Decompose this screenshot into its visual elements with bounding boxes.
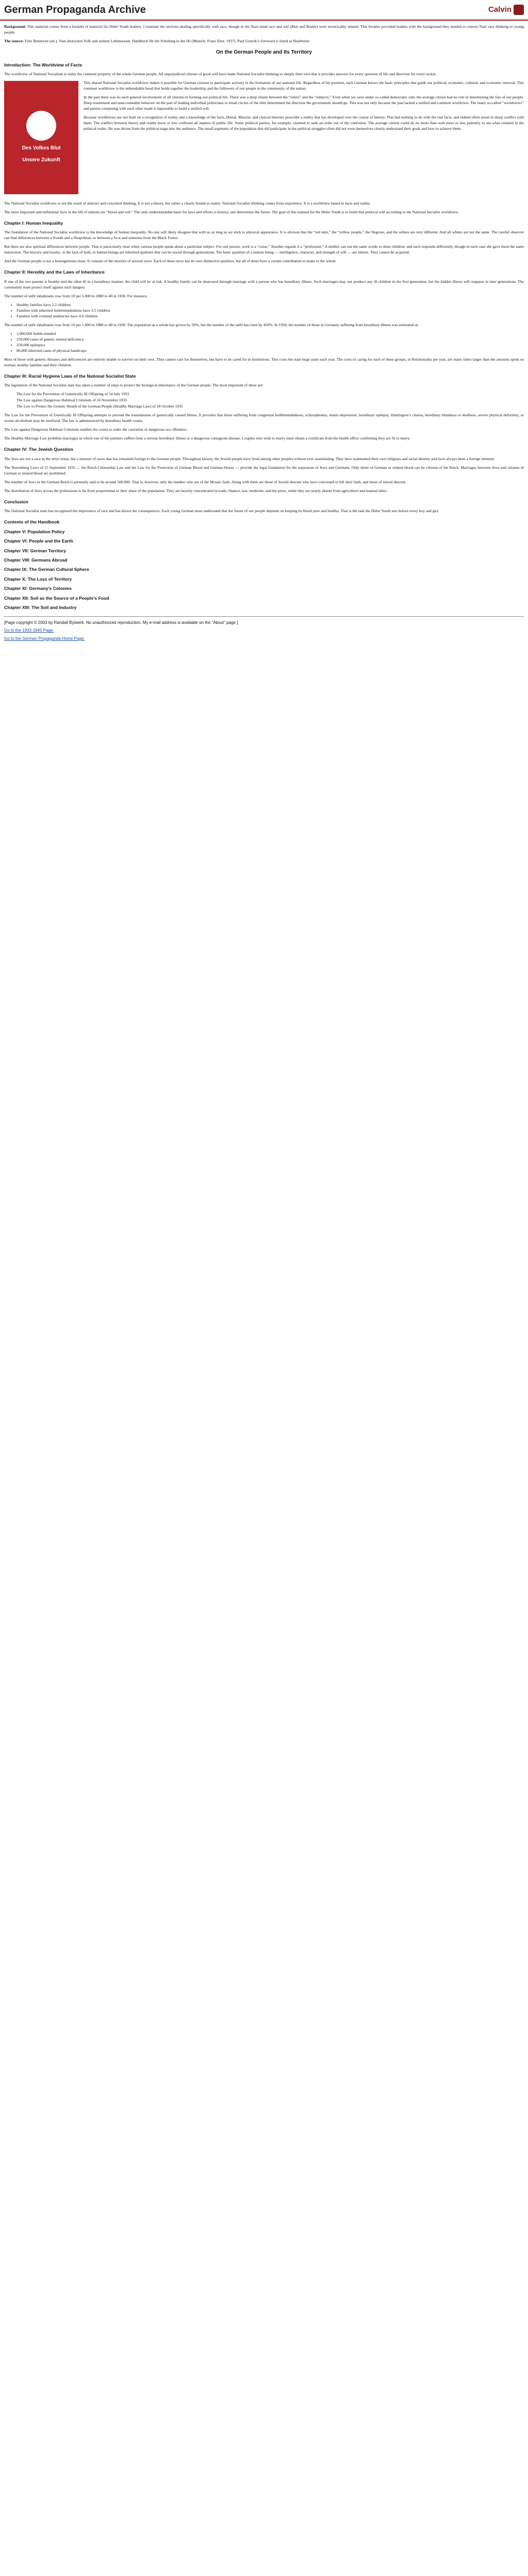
section-heading: Chapter IV: The Jewish Question	[4, 447, 73, 452]
page-header	[0, 0, 528, 21]
list-item: • 80,000 inherited cases of physical handicaps	[16, 348, 524, 353]
paragraph: The most important and influential facts in the life of nations are “blood and soil.” The only understandable basis for laws and efforts is history, one determines the future. The goal of this manual for the Hitler Youth is to build that political will according to the National Socialist worldview.	[4, 209, 459, 214]
list-item: The Law for the Prevention of Genetically Ill Offspring of 14 July 1933	[16, 392, 129, 397]
paragraph: If one of the two parents is healthy and the other ill in a hereditary manner, the child will be at risk. A healthy family can be destroyed through marriage with a person who has hereditary illness. Such marriages may not produce any ill children in the first generation, but the hidden illness will reappear in later generations. The community must protect itself against such dangers.	[4, 279, 524, 290]
chapter-item: Chapter X: The Loss of Territory	[4, 576, 72, 582]
paragraph: The number of Jews in the German Reich is presently said to be around 500,000. That is, however, only the number who are of the Mosaic faith. Along with them are those of Jewish descent who have converted or left their faith, and those of mixed descent.	[4, 479, 407, 484]
paragraph: The number of unfit inhabitants rose from 10 per 1,000 in 1880 to 40 in 1930. The population as a whole has grown by 50%, but the number of the unfit has risen by 450%. In 1930, the number of those in Germany suffering from hereditary illness was estimated at:	[4, 322, 419, 327]
calvin-emblem-icon	[514, 5, 524, 15]
statistics-list	[16, 302, 524, 319]
paragraph: The Law for the Prevention of Genetically Ill Offspring attempts to prevent the transmission of genetically caused illness. It provides that those suffering from congenital feeblemindedness, schizophrenia, manic-depression, hereditary epilepsy, Huntington’s chorea, hereditary blindness or deafness, severe physical deformity, or severe alcoholism may be sterilized. The law is administered by hereditary health courts.	[4, 413, 524, 423]
calvin-logo[interactable]	[488, 4, 524, 15]
list-item: The Law to Protect the Genetic Health of the German People (Healthy Marriage Law) of 18 October 1935	[16, 404, 183, 409]
source-text: Fritz Bennecke (ed.), Vom deutschen Volk und seinem Lebensraum. Handbuch für die Schulung in der HJ (Munich: Franz Eher, 1937). Paul Gratzik’s foreword is listed as Bearbeiter.	[24, 39, 310, 43]
chapter-item: Chapter VI: People and the Earth	[4, 538, 73, 544]
cover-line: Unsere Zukunft	[22, 157, 60, 163]
site-title: German Propaganda Archive	[4, 4, 146, 15]
paragraph: The number of unfit inhabitants rose from 10 per 1,000 in 1880 to 40 in 1930. For instance:	[4, 293, 148, 298]
section-heading: Introduction: The Worldview of Facts	[4, 62, 82, 67]
cover-emblem-icon	[26, 111, 56, 141]
background-label: Background:	[4, 24, 26, 29]
page-title: On the German People and Its Territory	[216, 49, 312, 55]
chapter-item: Chapter VIII: Germans Abroad	[4, 557, 68, 563]
paragraph: Because worldviews are not built on a recognition of reality and a knowledge of the facts, liberal, Marxist, and clerical theories prescribe a reality that has developed over the course of history. This had nothing to do with the real facts, and indeed often stood in sharp conflict with them. The conflict between theory and reality more or less confused all matters of public life. Some political parties, for example, claimed to seek an order out of the confusion. The average citizen could do no more than wait more or less patiently to see what resulted in the political realm. He was driven from the political stage into the audience. The small segments of the population that did participate in the political struggles often did not even themselves clearly understand their goals and how to achieve them.	[84, 114, 524, 131]
main-content	[0, 24, 528, 642]
statistics-list	[16, 331, 524, 353]
link-1933-1945-page[interactable]: Go to the 1933-1945 Page.	[4, 628, 54, 633]
paragraph: The distribution of Jews across the professions is far from proportional to their share of the population. They are heavily concentrated in trade, finance, law, medicine, and the press, while they are nearly absent from agriculture and manual labor.	[4, 488, 388, 493]
paragraph: The National Socialist state has recognized the importance of race and has drawn the consequences. Each young German must understand that the future of our people depends on keeping its blood pure and healthy. That is the task the Hitler Youth sets before every boy and girl.	[4, 509, 439, 514]
paragraph: Most of those with genetic diseases and deficiencies are entirely unable to survive on their own. They cannot care for themselves, but have to be cared for in institutions. This costs the state huge sums each year. The costs of caring for each of these groups, in Reichsmarks per year, are many times larger than the amounts spent on normal, healthy families and their children.	[4, 357, 524, 367]
list-item: • Families with criminal tendencies have 4.9 children	[16, 313, 524, 319]
chapter-item: Chapter V: Population Policy	[4, 529, 65, 534]
paragraph: The Nuremberg Laws of 15 September 1935 — the Reich Citizenship Law and the Law for the Protection of German Blood and German Honor — provide the legal foundation for the separation of Jews and Germans. Only those of German or related blood can be citizens of the Reich. Marriages between Jews and citizens of German or related blood are prohibited.	[4, 465, 524, 476]
paragraph: The National Socialist worldview is not the result of abstract and conceited thinking. It is not a theory, but rather a clearly bound to reality. National Socialist thinking comes from experience. It is a worldview based in facts and reality.	[4, 200, 371, 206]
booklet-cover-image	[4, 81, 78, 194]
chapter-item: Chapter VII: German Territory	[4, 548, 67, 553]
laws-list	[16, 391, 524, 409]
footer-nav	[4, 628, 524, 641]
source-label: The source:	[4, 39, 24, 43]
chapter-item: Chapter IX: The German Cultural Sphere	[4, 567, 89, 572]
paragraph: The Jews are not a race in the strict sense, but a mixture of races that has remained foreign to the German people. Throughout history, the Jewish people have lived among other peoples without ever assimilating. They have maintained their own religious and racial identity and have always been a foreign element.	[4, 456, 495, 461]
section-heading: Chapter II: Heredity and the Laws of Inheritance	[4, 269, 105, 275]
list-item: • 250,000 cases of genetic mental deficiency	[16, 336, 524, 342]
copyright-notice: [Page copyright © 2003 by Randall Bytwerk. No unauthorized reproduction. My e-mail address is available on the “About” page.]	[4, 620, 238, 625]
paragraph: The legislation of the National Socialist state has taken a number of steps to protect the biological inheritance of the German people. The most important of these are:	[4, 383, 264, 388]
paragraph: But there are also spiritual differences between people. That is particularly clear when various people speak about a particular subject. For one person, work is a “curse.” Another regards it a “profession.” A mother can use the same words to three children, and each responds differently, though in each case she gave them the same instruction. The bravery and loyalty, or the lack of both, in human beings are inherited qualities that can be traced through generations. The basic qualities of a human being — intelligence, character, and strength of will — are inborn. They cannot be acquired.	[4, 244, 524, 255]
section-heading: Conclusion	[4, 499, 28, 504]
chapter-list	[4, 519, 524, 611]
page-footer	[4, 616, 524, 642]
list-item: • 250,000 epileptics	[16, 342, 524, 348]
section-heading: Chapter I: Human Inequality	[4, 220, 63, 226]
chapter-item: Chapter XII: Soil as the Source of a People’s Food	[4, 595, 109, 601]
list-item: • Healthy families have 2.2 children	[16, 302, 524, 308]
cover-line: Des Volkes Blut	[22, 145, 61, 151]
section-heading: Chapter III: Racial Hygiene Laws of the National Socialist State	[4, 373, 136, 379]
paragraph: And the German people is not a homogeneous mass. It consists of the mixture of several races. Each of these races has its own distinctive qualities, but all of them have a certain contribution to make to the whole.	[4, 259, 337, 264]
paragraph: This shared National Socialist worldview makes it possible for German citizens to participate actively in the formation of our national life. Regardless of his position, each German knows the basic principles that guide our political, economic, cultural, and economic renewal. This common worldview is the unbreakable bond that holds together the leadership and the followers of our people in the community of the nation.	[84, 80, 524, 91]
paragraph: The worldview of National Socialism is today the common property of the whole German people. All unprejudiced citizens of good will have made National Socialist thinking so deeply their own that it provides answers for every question of life and direction for every action.	[4, 71, 437, 76]
background-paragraph	[4, 24, 524, 35]
link-home-page[interactable]: Go to the German Propaganda Home Page.	[4, 636, 85, 641]
paragraph: The Law against Dangerous Habitual Criminals enables the courts to order the castration of dangerous sex offenders.	[4, 427, 188, 432]
chapter-item: Chapter XIII: The Soil and Industry	[4, 605, 77, 611]
source-paragraph	[4, 38, 524, 44]
background-text: This material comes from a booklet of material for Hitler Youth leaders. I translate the sections dealing specifically with race, though in the Nazi mind race and soil (Blut und Boden) were inextricably related. This booklet provided leaders with the background they needed to convey Nazi race thinking to young people.	[4, 24, 524, 35]
list-item: • 1,000,000 feeble-minded	[16, 331, 524, 336]
paragraph: In the past there was no such general involvement of all citizens in forming our political life. There was a deep chasm between the “rulers” and the “subjects.” Even when we were under so-called democratic rule, the average citizen had no role in determining the fate of our people. Deep resentment and unaccountable behavior on the part of leading individual politicians or small circles of the elite determined the direction the government should go. This was not only because the past lacked a unified and common worldview. The many so-called “worldviews” and parties competing with each other made it impossible to build a unified will.	[84, 94, 524, 111]
chapter-item: Chapter XI: Germany’s Colonies	[4, 586, 72, 591]
chapter-list-heading: Contents of the Handbook	[4, 519, 60, 525]
paragraph: The Healthy Marriage Law prohibits marriages in which one of the partners suffers from a serious hereditary illness or a dangerous contagious disease. Couples who wish to marry must obtain a certificate from the health office confirming they are fit to marry.	[4, 436, 410, 441]
logo-text: Calvin	[488, 5, 512, 14]
list-item: The Law against Dangerous Habitual Criminals of 24 November 1933	[16, 398, 127, 403]
list-item: • Families with inherited feeblemindedness have 3.5 children	[16, 308, 524, 313]
paragraph: The foundation of the National Socialist worldview is the knowledge of human inequality. No one will likely disagree that with us as long as we stick to physical appearance. It is obvious that the “red skin,” the “yellow people,” the Negroes, and the whites are very different. And all whites are not the same. The careful observer can find differences between a Swede and a Neapolitan, or between a Scot and someone from the Black Forest.	[4, 230, 524, 241]
